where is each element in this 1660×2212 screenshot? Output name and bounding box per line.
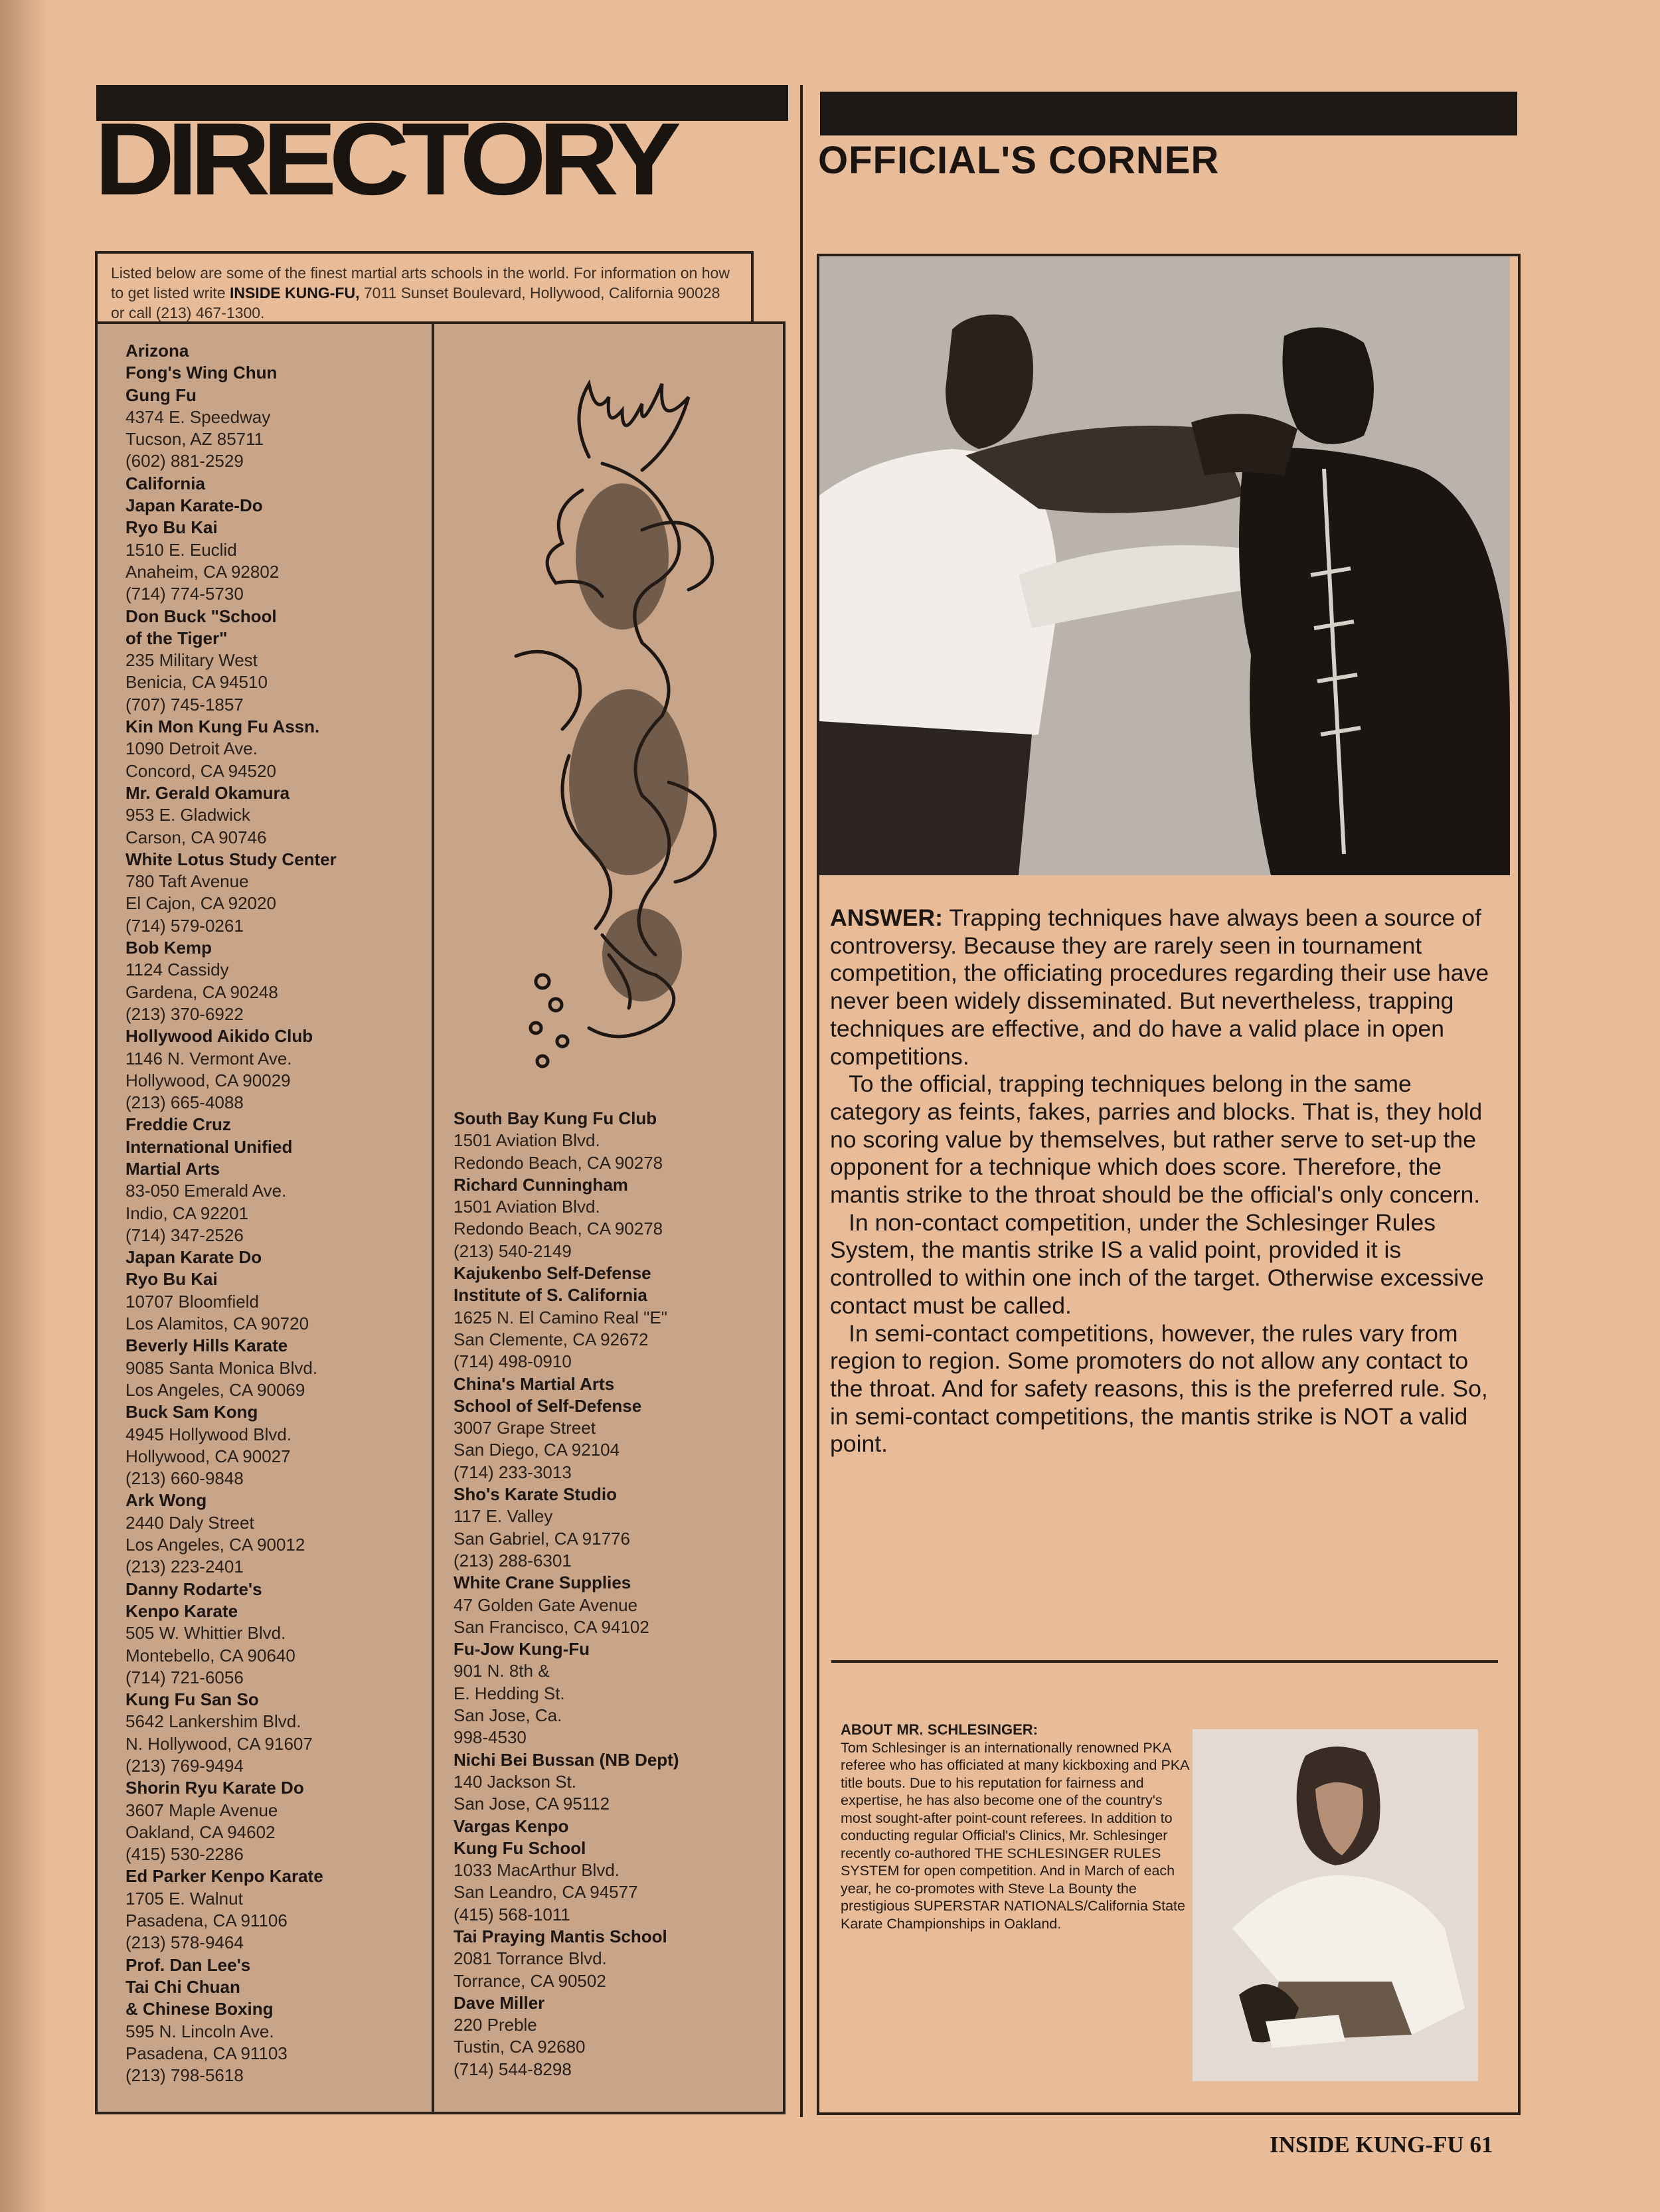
intro-text: Listed below are some of the finest martial arts schools in the world. For information on how to get listed write [111,264,730,301]
entry-detail: (714) 721-6056 [125,1667,244,1687]
entry-detail: 1705 E. Walnut [125,1888,243,1909]
directory-entry [125,1114,424,1246]
intro-address: 7011 Sunset Boulevard, Hollywood, California 90028 or call (213) 467-1300. [111,284,720,321]
entry-detail: 901 N. 8th & [454,1661,550,1681]
entry-detail: San Gabriel, CA 91776 [454,1528,630,1549]
entry-name: White Lotus Study Center [125,849,337,869]
entry-detail: Pasadena, CA 91103 [125,2043,288,2063]
sparring-photo [819,256,1510,875]
entry-name: Freddie Cruz [125,1114,231,1135]
entry-name: Prof. Dan Lee's [125,1954,251,1975]
entry-name: Ark Wong [125,1490,207,1511]
entry-name: Ryo Bu Kai [125,1269,218,1290]
entry-detail: (415) 568-1011 [454,1904,570,1924]
entry-detail: Pasadena, CA 91106 [125,1911,288,1931]
answer-paragraph-3: In non-contact competition, under the Schlesinger Rules System, the mantis strike IS a valid point, provided it is controlled to within one inch of the target. Otherwise excessive contact must be called. [830,1209,1484,1319]
page-gutter-shadow [0,0,46,2212]
directory-entry [125,937,424,1025]
entry-detail: 505 W. Whittier Blvd. [125,1623,286,1644]
directory-entry [454,1484,779,1572]
entry-detail: San Francisco, CA 94102 [454,1616,649,1637]
directory-entry [454,1262,779,1373]
about-heading: ABOUT MR. SCHLESINGER: [841,1721,1038,1738]
entry-detail: 2081 Torrance Blvd. [454,1948,607,1969]
entry-detail: El Cajon, CA 92020 [125,893,276,914]
intro-magazine-name: INSIDE KUNG-FU, [229,284,360,301]
directory-entry [454,1572,779,1638]
entry-detail: San Clemente, CA 92672 [454,1329,649,1349]
footer-page-number: 61 [1469,2132,1493,2158]
entry-name: Beverly Hills Karate [125,1335,288,1356]
entry-detail: (714) 347-2526 [125,1225,244,1245]
entry-name: International Unified [125,1136,293,1157]
entry-detail: Redondo Beach, CA 90278 [454,1152,663,1173]
entry-name: Shorin Ryu Karate Do [125,1778,304,1798]
entry-detail: 1124 Cassidy [125,960,229,980]
about-schlesinger [841,1721,1193,1932]
entry-detail: Anaheim, CA 92802 [125,561,280,582]
directory-entry [125,716,424,782]
entry-name: Kin Mon Kung Fu Assn. [125,717,320,737]
entry-detail: 1625 N. El Camino Real "E" [454,1307,667,1327]
entry-name: Danny Rodarte's [125,1578,262,1599]
entry-detail: Los Angeles, CA 90012 [125,1535,305,1555]
entry-detail: (213) 769-9494 [125,1756,244,1776]
entry-name: Arizona [125,341,189,361]
entry-detail: 5642 Lankershim Blvd. [125,1711,301,1732]
listing-divider [432,324,434,2112]
entry-detail: Tucson, AZ 85711 [125,429,264,450]
entry-detail: Indio, CA 92201 [125,1203,249,1223]
entry-detail: Hollywood, CA 90027 [125,1446,291,1466]
directory-entry [125,1489,424,1578]
directory-entry [454,1926,779,1992]
directory-entry [454,1749,779,1816]
entry-detail: 83-050 Emerald Ave. [125,1181,287,1201]
entry-detail: 47 Golden Gate Avenue [454,1594,638,1615]
entry-name: Japan Karate-Do [125,495,263,516]
entry-detail: 998-4530 [454,1727,527,1748]
entry-name: Martial Arts [125,1158,220,1179]
entry-name: Dave Miller [454,1992,545,2013]
entry-name: Vargas Kenpo [454,1816,569,1836]
answer-p1-text: Trapping techniques have always been a source of controversy. Because they are rarely seen in tournament competition, the officiating procedures regarding their use have never been widely disseminated. But nevertheless, trapping techniques are effective, and do have a valid place in open competitions. [830,904,1489,1070]
entry-detail: 117 E. Valley [454,1506,553,1527]
officials-top-bar [820,92,1517,135]
entry-detail: 2440 Daly Street [125,1512,254,1533]
entry-detail: (707) 745-1857 [125,694,244,715]
listing-column-right [454,1108,779,2081]
directory-entry [125,473,424,606]
entry-detail: San Diego, CA 92104 [454,1440,620,1460]
directory-entry [125,1578,424,1689]
answer-paragraph-2: To the official, trapping techniques belong in the same category as feints, fakes, parries and blocks. That is, they hold no scoring value by themselves, but rather serve to set-up the opponent for a technique which does score. Therefore, the mantis strike to the throat should be the official's only concern. [830,1070,1483,1209]
entry-detail: (415) 530-2286 [125,1844,244,1865]
entry-detail: (213) 798-5618 [125,2065,244,2086]
entry-name: South Bay Kung Fu Club [454,1108,657,1128]
entry-name: Institute of S. California [454,1285,647,1306]
directory-entry [125,1689,424,1777]
entry-name: Buck Sam Kong [125,1402,258,1422]
entry-detail: Hollywood, CA 90029 [125,1070,291,1090]
entry-detail: (213) 540-2149 [454,1240,572,1261]
entry-detail: 1501 Aviation Blvd. [454,1130,600,1151]
entry-detail: N. Hollywood, CA 91607 [125,1733,313,1754]
entry-detail: Concord, CA 94520 [125,760,276,781]
directory-entry [125,1025,424,1114]
entry-detail: 4374 E. Speedway [125,406,271,427]
entry-detail: 1501 Aviation Blvd. [454,1197,600,1217]
entry-name: Bob Kemp [125,938,212,958]
entry-name: China's Martial Arts [454,1373,615,1394]
entry-detail: (213) 660-9848 [125,1468,244,1489]
entry-name: Kung Fu School [454,1837,586,1858]
entry-detail: Torrance, CA 90502 [454,1970,606,1991]
entry-name: Mr. Gerald Okamura [125,782,290,803]
entry-detail: (714) 774-5730 [125,584,244,604]
entry-detail: Montebello, CA 90640 [125,1645,295,1665]
entry-name: Fu-Jow Kung-Fu [454,1639,590,1659]
directory-entry [125,1865,424,1954]
entry-detail: Benicia, CA 94510 [125,672,268,693]
directory-entry [454,1373,779,1484]
entry-name: Nichi Bei Bussan (NB Dept) [454,1749,679,1770]
directory-intro [95,251,754,323]
directory-entry [125,782,424,849]
entry-detail: San Jose, Ca. [454,1705,562,1726]
directory-entry [454,1174,779,1262]
entry-name: Sho's Karate Studio [454,1484,617,1505]
listing-column-left [125,340,424,2086]
entry-detail: (714) 233-3013 [454,1462,572,1482]
entry-detail: San Leandro, CA 94577 [454,1882,638,1903]
entry-name: Ed Parker Kenpo Karate [125,1866,323,1887]
entry-detail: 140 Jackson St. [454,1771,576,1792]
entry-detail: 4945 Hollywood Blvd. [125,1424,292,1444]
entry-detail: E. Hedding St. [454,1683,565,1703]
entry-name: Tai Praying Mantis School [454,1926,667,1946]
entry-detail: 235 Military West [125,650,258,671]
entry-detail: Carson, CA 90746 [125,827,267,847]
directory-listings [95,321,786,2114]
entry-detail: Redondo Beach, CA 90278 [454,1219,663,1239]
directory-title: DIRECTORY [94,101,674,216]
directory-entry [454,1816,779,1926]
dragon-illustration [489,357,755,1094]
entry-detail: 220 Preble [454,2015,537,2035]
column-divider [800,85,803,2117]
directory-entry [125,1777,424,1865]
entry-detail: 3607 Maple Avenue [125,1800,278,1820]
schlesinger-portrait [1193,1729,1478,2081]
entry-name: White Crane Supplies [454,1573,631,1593]
entry-name: Richard Cunningham [454,1174,628,1195]
entry-name: & Chinese Boxing [125,1999,274,2019]
entry-detail: Los Angeles, CA 90069 [125,1379,305,1400]
directory-entry [125,1954,424,2087]
entry-detail: Gardena, CA 90248 [125,981,278,1002]
entry-name: Hollywood Aikido Club [125,1026,313,1047]
entry-detail: 595 N. Lincoln Ave. [125,2021,274,2041]
answer-text [830,904,1501,1458]
entry-detail: 1033 MacArthur Blvd. [454,1860,620,1881]
section-rule [831,1660,1498,1663]
directory-entry [125,606,424,716]
footer-magazine: INSIDE KUNG-FU [1270,2132,1464,2158]
entry-detail: (213) 223-2401 [125,1557,244,1577]
entry-name: Don Buck "School [125,606,277,626]
officials-corner-title: OFFICIAL'S CORNER [818,139,1220,182]
directory-entry [454,1108,779,1174]
directory-entry [454,1638,779,1748]
directory-entry [125,1246,424,1335]
entry-detail: (213) 370-6922 [125,1003,244,1024]
page-footer [1270,2132,1493,2158]
entry-name: Kung Fu San So [125,1689,259,1710]
entry-name: Kenpo Karate [125,1600,238,1621]
directory-entry [125,1401,424,1489]
entry-detail: 10707 Bloomfield [125,1291,259,1312]
entry-detail: (213) 288-6301 [454,1550,572,1571]
entry-name: Japan Karate Do [125,1247,262,1268]
entry-detail: Los Alamitos, CA 90720 [125,1314,309,1334]
entry-detail: (714) 544-8298 [454,2059,572,2079]
entry-name: School of Self-Defense [454,1395,642,1416]
entry-name: of the Tiger" [125,628,228,648]
entry-detail: (213) 665-4088 [125,1092,244,1113]
entry-detail: (714) 579-0261 [125,915,244,936]
entry-detail: (602) 881-2529 [125,451,244,471]
entry-name: California [125,473,205,493]
entry-detail: 3007 Grape Street [454,1418,596,1438]
entry-detail: 1510 E. Euclid [125,539,237,560]
entry-detail: Oakland, CA 94602 [125,1822,276,1842]
entry-detail: 1146 N. Vermont Ave. [125,1048,292,1068]
answer-paragraph-4: In semi-contact competitions, however, the rules vary from region to region. Some promoters do not allow any contact to the throat. And for safety reasons, this is the preferred rule. So, in semi-contact competitions, the mantis strike is NOT a valid point. [830,1319,1488,1458]
entry-name: Tai Chi Chuan [125,1976,240,1997]
directory-entry [454,1992,779,2081]
entry-detail: (213) 578-9464 [125,1932,244,1953]
entry-name: Kajukenbo Self-Defense [454,1263,651,1284]
entry-name: Ryo Bu Kai [125,517,218,538]
entry-detail: 9085 Santa Monica Blvd. [125,1357,318,1378]
entry-detail: 953 E. Gladwick [125,805,250,825]
directory-entry [125,340,424,473]
entry-detail: 1090 Detroit Ave. [125,738,258,759]
directory-entry [125,1335,424,1401]
entry-detail: (714) 498-0910 [454,1351,572,1372]
entry-detail: 780 Taft Avenue [125,871,249,892]
entry-detail: San Jose, CA 95112 [454,1794,610,1814]
answer-paragraph-1 [830,904,1501,1070]
about-body: Tom Schlesinger is an internationally renowned PKA referee who has officiated at many kickboxing and PKA title bouts. Due to his reputation for fairness and expertise, he has also become one of the country's most sought-after point-count referees. In addition to conducting regular Official's Clinics, Mr. Schlesinger recently co-authored THE SCHLESINGER RULES SYSTEM for open competition. And in March of each year, he co-promotes with Steve La Bounty the prestigious SUPERSTAR NATIONALS/California State Karate Championships in Oakland. [841,1739,1189,1932]
answer-lead: ANSWER: [830,904,943,931]
entry-name: Fong's Wing Chun [125,363,278,383]
directory-entry [125,849,424,937]
entry-detail: Tustin, CA 92680 [454,2037,586,2057]
entry-name: Gung Fu [125,384,197,405]
